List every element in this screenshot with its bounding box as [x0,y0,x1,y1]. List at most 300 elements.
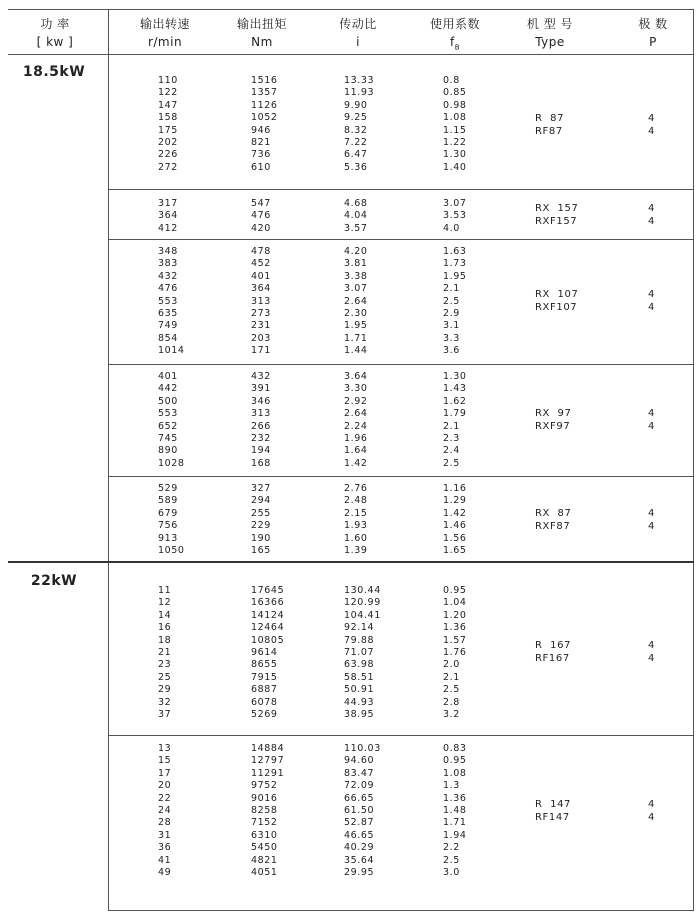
poles-cell [648,407,654,433]
torque-value: 9614 [251,646,278,658]
type-value: RXF157 [535,216,578,227]
service-value: 2.1 [443,671,460,683]
speed-value: 401 [158,371,178,382]
torque-value: 5269 [251,708,278,720]
speed-value: 635 [158,307,178,319]
ratio-column [344,198,368,235]
poles-value: 4 [648,812,655,823]
torque-value: 420 [251,222,271,234]
torque-value: 736 [251,149,271,161]
speed-value: 28 [158,817,172,829]
torque-column [251,585,284,721]
speed-column [158,483,185,557]
torque-value: 478 [251,246,271,257]
service-value: 2.1 [443,283,460,295]
speed-value: 412 [158,222,178,234]
type-cell [535,639,571,665]
poles-value: 4 [648,799,655,810]
speed-value: 589 [158,495,178,507]
torque-value: 10805 [251,634,285,646]
ratio-value: 3.81 [344,258,368,270]
service-value: 3.53 [443,210,467,222]
ratio-column [344,483,368,557]
poles-value: 4 [648,289,655,300]
speed-value: 24 [158,804,172,816]
speed-value: 529 [158,483,178,494]
ratio-value: 2.76 [344,483,368,494]
torque-value: 4821 [251,854,278,866]
service-value: 2.2 [443,842,460,854]
torque-value: 9016 [251,792,278,804]
torque-value: 547 [251,198,271,209]
service-value: 3.1 [443,320,460,332]
ratio-column [344,743,381,879]
type-cell [535,112,564,138]
poles-value: 4 [648,302,655,313]
torque-value: 476 [251,210,271,222]
ratio-value: 120.99 [344,597,381,609]
service-value: 1.36 [443,792,467,804]
ratio-value: 6.47 [344,149,368,161]
service-value: 1.56 [443,532,467,544]
ratio-value: 1.71 [344,332,368,344]
ratio-value: 1.96 [344,432,368,444]
poles-value: 4 [648,216,655,227]
torque-value: 391 [251,383,271,395]
torque-value: 190 [251,532,271,544]
ratio-value: 2.30 [344,307,368,319]
header-service-unit [400,33,510,56]
ratio-value: 46.65 [344,829,375,841]
torque-column [251,75,278,174]
poles-cell [648,798,654,824]
service-value: 1.46 [443,520,467,532]
service-value: 2.1 [443,420,460,432]
ratio-value: 71.07 [344,646,375,658]
type-value: RX 157 [535,203,579,214]
speed-value: 110 [158,75,178,86]
type-value: R 147 [535,799,571,810]
speed-value: 49 [158,866,172,878]
ratio-value: 2.24 [344,420,368,432]
header-service-title: 使用系数 [429,17,480,31]
ratio-value: 130.44 [344,585,381,596]
ratio-value: 61.50 [344,804,375,816]
service-value: 1.94 [443,829,467,841]
torque-value: 231 [251,320,271,332]
ratio-value: 66.65 [344,792,375,804]
ratio-value: 38.95 [344,708,375,720]
header-torque-unit: Nm [251,35,273,49]
ratio-value: 3.38 [344,270,368,282]
service-value: 2.8 [443,696,460,708]
ratio-value: 79.88 [344,634,375,646]
ratio-column [344,585,381,721]
ratio-value: 11.93 [344,87,375,99]
speed-value: 553 [158,408,178,420]
speed-value: 23 [158,659,172,671]
type-value: RF87 [535,126,563,137]
header-ratio [303,15,413,51]
divider [8,54,108,55]
torque-value: 266 [251,420,271,432]
divider [108,9,109,911]
torque-value: 452 [251,258,271,270]
divider [8,561,694,563]
ratio-value: 94.60 [344,755,375,767]
torque-value: 14884 [251,743,285,754]
torque-value: 4051 [251,866,278,878]
poles-value: 4 [648,113,655,124]
poles-value: 4 [648,421,655,432]
torque-value: 14124 [251,609,285,621]
torque-value: 1126 [251,99,278,111]
speed-value: 749 [158,320,178,332]
torque-value: 12797 [251,755,285,767]
service-column [443,585,467,721]
service-value: 1.62 [443,395,467,407]
ratio-value: 8.32 [344,124,368,136]
service-value: 0.98 [443,99,467,111]
service-column [443,198,467,235]
divider [108,476,693,477]
speed-value: 16 [158,622,172,634]
service-value: 0.85 [443,87,467,99]
header-speed-title: 输出转速 [139,17,190,31]
poles-value: 4 [648,126,655,137]
type-value: RF167 [535,653,570,664]
speed-column [158,371,185,470]
header-service [400,15,510,56]
service-value: 0.8 [443,75,460,86]
header-type [495,15,605,51]
header-service-unit-f: f [449,35,455,49]
torque-value: 1052 [251,112,278,124]
service-value: 1.57 [443,634,467,646]
service-value: 1.30 [443,371,467,382]
service-value: 1.16 [443,483,467,494]
header-torque-title: 输出扭矩 [236,17,287,31]
service-value: 0.95 [443,755,467,767]
header-power-title: 功 率 [40,17,70,31]
torque-value: 17645 [251,585,285,596]
ratio-value: 110.03 [344,743,381,754]
ratio-value: 9.25 [344,112,368,124]
service-value: 1.15 [443,124,467,136]
torque-value: 16366 [251,597,285,609]
torque-column [251,198,271,235]
speed-value: 317 [158,198,178,209]
speed-value: 31 [158,829,172,841]
type-cell [535,202,578,228]
ratio-value: 2.92 [344,395,368,407]
speed-value: 37 [158,708,172,720]
service-value: 1.71 [443,817,467,829]
torque-value: 11291 [251,767,285,779]
service-value: 1.95 [443,270,467,282]
type-value: RXF87 [535,521,571,532]
service-column [443,246,467,358]
divider [108,910,693,911]
torque-value: 168 [251,457,271,469]
poles-value: 4 [648,653,655,664]
torque-value: 12464 [251,622,285,634]
service-column [443,371,467,470]
ratio-value: 3.57 [344,222,368,234]
speed-value: 1014 [158,345,185,357]
ratio-value: 52.87 [344,817,375,829]
speed-value: 500 [158,395,178,407]
ratio-value: 9.90 [344,99,368,111]
header-poles [598,15,700,51]
service-value: 1.08 [443,112,467,124]
divider [108,9,693,10]
ratio-value: 5.36 [344,161,368,173]
ratio-value: 2.64 [344,295,368,307]
speed-value: 679 [158,507,178,519]
service-value: 2.5 [443,295,460,307]
torque-value: 6078 [251,696,278,708]
speed-value: 12 [158,597,172,609]
torque-value: 432 [251,371,271,382]
header-power [0,15,110,51]
power-label-18-5kw: 18.5kW [22,64,86,80]
poles-cell [648,288,654,314]
service-value: 3.07 [443,198,467,209]
torque-value: 229 [251,520,271,532]
poles-value: 4 [648,640,655,651]
service-value: 2.3 [443,432,460,444]
torque-value: 165 [251,544,271,556]
speed-column [158,246,185,358]
torque-value: 610 [251,161,271,173]
header-poles-unit: P [649,35,657,49]
service-column [443,75,467,174]
ratio-column [344,75,374,174]
torque-value: 313 [251,408,271,420]
divider [108,189,693,190]
poles-cell [648,112,654,138]
speed-value: 745 [158,432,178,444]
speed-column [158,743,171,879]
poles-value: 4 [648,521,655,532]
type-value: RXF97 [535,421,571,432]
torque-value: 255 [251,507,271,519]
torque-value: 401 [251,270,271,282]
service-value: 1.08 [443,767,467,779]
torque-value: 203 [251,332,271,344]
speed-value: 25 [158,671,172,683]
torque-value: 9752 [251,780,278,792]
divider [8,9,108,10]
service-value: 1.20 [443,609,467,621]
type-value: RX 87 [535,508,572,519]
service-value: 2.5 [443,854,460,866]
service-value: 1.63 [443,246,467,257]
torque-value: 821 [251,136,271,148]
service-value: 1.30 [443,149,467,161]
speed-value: 348 [158,246,178,257]
service-column [443,483,467,557]
divider [108,54,693,55]
ratio-value: 1.44 [344,345,368,357]
service-value: 2.0 [443,659,460,671]
speed-value: 913 [158,532,178,544]
speed-value: 854 [158,332,178,344]
ratio-value: 63.98 [344,659,375,671]
torque-value: 327 [251,483,271,494]
ratio-value: 2.15 [344,507,368,519]
service-value: 1.65 [443,544,467,556]
service-value: 0.83 [443,743,467,754]
ratio-value: 1.60 [344,532,368,544]
speed-value: 364 [158,210,178,222]
ratio-value: 104.41 [344,609,381,621]
speed-value: 175 [158,124,178,136]
service-value: 2.5 [443,684,460,696]
service-value: 1.76 [443,646,467,658]
ratio-value: 2.64 [344,408,368,420]
speed-value: 36 [158,842,172,854]
ratio-value: 1.64 [344,445,368,457]
header-torque [207,15,317,51]
poles-cell [648,639,654,665]
type-value: RXF107 [535,302,578,313]
header-ratio-unit: i [356,35,360,49]
ratio-value: 35.64 [344,854,375,866]
speed-value: 20 [158,780,172,792]
ratio-value: 3.07 [344,283,368,295]
speed-value: 442 [158,383,178,395]
torque-value: 313 [251,295,271,307]
ratio-value: 3.30 [344,383,368,395]
header-service-unit-sub: B [454,43,461,52]
type-value: RX 97 [535,408,572,419]
torque-value: 7915 [251,671,278,683]
speed-value: 32 [158,696,172,708]
type-cell [535,507,571,533]
divider [693,9,694,911]
speed-value: 890 [158,445,178,457]
ratio-value: 1.42 [344,457,368,469]
power-label-22kw: 22kW [30,573,78,589]
type-cell [535,407,571,433]
speed-column [158,585,171,721]
torque-value: 946 [251,124,271,136]
speed-column [158,75,178,174]
speed-value: 158 [158,112,178,124]
header-speed-unit: r/min [147,35,183,49]
ratio-value: 4.04 [344,210,368,222]
service-value: 1.42 [443,507,467,519]
service-column [443,743,467,879]
torque-value: 6310 [251,829,278,841]
poles-cell [648,202,654,228]
ratio-value: 83.47 [344,767,375,779]
ratio-value: 72.09 [344,780,375,792]
ratio-value: 2.48 [344,495,368,507]
divider [108,735,693,736]
poles-value: 4 [648,508,655,519]
speed-value: 41 [158,854,172,866]
speed-value: 21 [158,646,172,658]
poles-value: 4 [648,203,655,214]
service-value: 3.6 [443,345,460,357]
torque-value: 1516 [251,75,278,86]
header-type-unit: Type [535,35,565,49]
header-type-title: 机 型 号 [526,17,574,31]
torque-value: 5450 [251,842,278,854]
service-value: 2.9 [443,307,460,319]
ratio-value: 1.39 [344,544,368,556]
speed-value: 14 [158,609,172,621]
ratio-value: 50.91 [344,684,375,696]
ratio-value: 7.22 [344,136,368,148]
speed-value: 1050 [158,544,185,556]
torque-value: 194 [251,445,271,457]
speed-value: 226 [158,149,178,161]
speed-value: 11 [158,585,172,596]
divider [108,239,693,240]
header-power-unit: [ kw ] [36,35,74,49]
poles-cell [648,507,654,533]
ratio-value: 1.95 [344,320,368,332]
speed-value: 15 [158,755,172,767]
torque-value: 7152 [251,817,278,829]
speed-value: 756 [158,520,178,532]
ratio-value: 44.93 [344,696,375,708]
speed-value: 272 [158,161,178,173]
torque-column [251,483,271,557]
ratio-value: 40.29 [344,842,375,854]
torque-value: 6887 [251,684,278,696]
service-value: 1.3 [443,780,460,792]
ratio-value: 92.14 [344,622,375,634]
torque-value: 346 [251,395,271,407]
header-poles-title: 极 数 [638,17,668,31]
torque-column [251,246,271,358]
type-cell [535,798,571,824]
service-value: 1.79 [443,408,467,420]
speed-value: 29 [158,684,172,696]
service-value: 1.04 [443,597,467,609]
type-value: RX 107 [535,289,579,300]
service-value: 1.48 [443,804,467,816]
speed-value: 432 [158,270,178,282]
ratio-column [344,246,368,358]
service-value: 1.29 [443,495,467,507]
type-value: R 87 [535,113,565,124]
torque-value: 8258 [251,804,278,816]
speed-value: 17 [158,767,172,779]
service-value: 4.0 [443,222,460,234]
service-value: 1.22 [443,136,467,148]
service-value: 2.5 [443,457,460,469]
torque-value: 232 [251,432,271,444]
ratio-value: 1.93 [344,520,368,532]
poles-value: 4 [648,408,655,419]
service-value: 3.3 [443,332,460,344]
ratio-value: 3.64 [344,371,368,382]
speed-value: 122 [158,87,178,99]
speed-value: 476 [158,283,178,295]
speed-value: 553 [158,295,178,307]
speed-value: 22 [158,792,172,804]
speed-value: 652 [158,420,178,432]
ratio-value: 4.68 [344,198,368,209]
divider [108,364,693,365]
header-speed [110,15,220,51]
